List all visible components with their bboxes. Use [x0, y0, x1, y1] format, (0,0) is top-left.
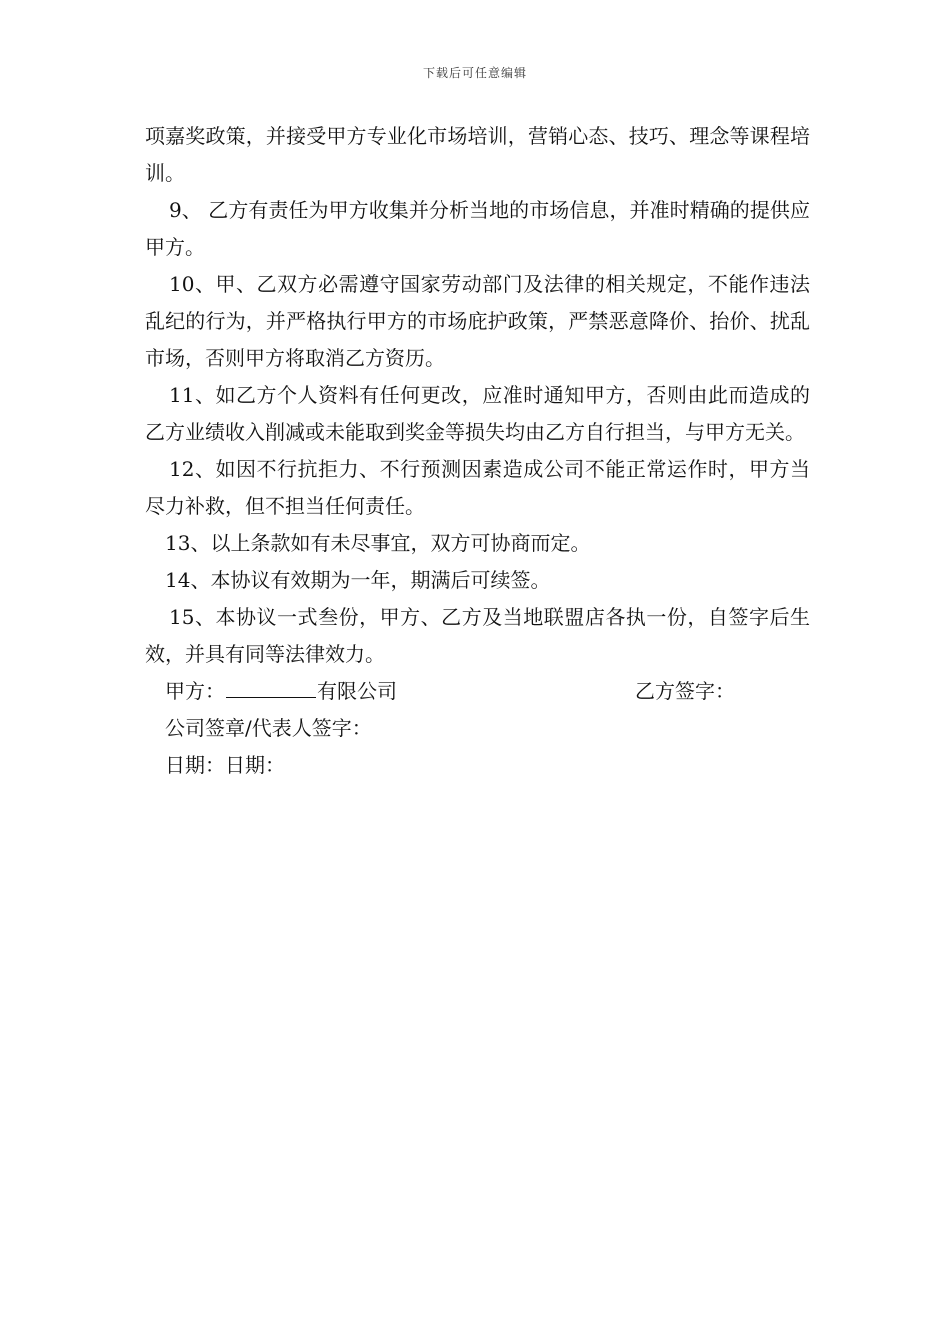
- date-line: 日期：日期：: [165, 753, 285, 777]
- paragraph-10: 10、甲、乙双方必需遵守国家劳动部门及法律的相关规定，不能作违法乱纪的行为，并严格执行甲方的市场庇护政策，严禁恶意降价、抬价、扰乱市场，否则甲方将取消乙方资历。: [145, 272, 810, 370]
- paragraph-13: 13、以上条款如有未尽事宜，双方可协商而定。: [165, 531, 591, 555]
- party-a-label: 甲方：: [165, 679, 225, 703]
- party-b-signature-label: 乙方签字：: [635, 679, 735, 703]
- paragraph-15: 15、本协议一式叁份，甲方、乙方及当地联盟店各执一份，自签字后生效，并具有同等法律效力。: [145, 605, 810, 666]
- paragraph-8-continued: 项嘉奖政策，并接受甲方专业化市场培训，营销心态、技巧、理念等课程培训。: [145, 124, 810, 185]
- document-body: [145, 118, 810, 784]
- party-a-name-blank: [226, 673, 316, 698]
- paragraph-12: 12、如因不行抗拒力、不行预测因素造成公司不能正常运作时，甲方当尽力补救，但不担当任何责任。: [145, 457, 810, 518]
- page-header: 下载后可任意编辑: [422, 66, 527, 80]
- paragraph-9: 9、 乙方有责任为甲方收集并分析当地的市场信息，并准时精确的提供应甲方。: [145, 198, 810, 259]
- paragraph-11: 11、如乙方个人资料有任何更改，应准时通知甲方，否则由此而造成的乙方业绩收入削减或未能取到奖金等损失均由乙方自行担当，与甲方无关。: [145, 383, 810, 444]
- seal-line: 公司签章/代表人签字：: [165, 716, 372, 740]
- signature-row: [145, 673, 810, 710]
- paragraph-14: 14、本协议有效期为一年，期满后可续签。: [165, 568, 551, 592]
- party-a-suffix: 有限公司: [317, 679, 397, 703]
